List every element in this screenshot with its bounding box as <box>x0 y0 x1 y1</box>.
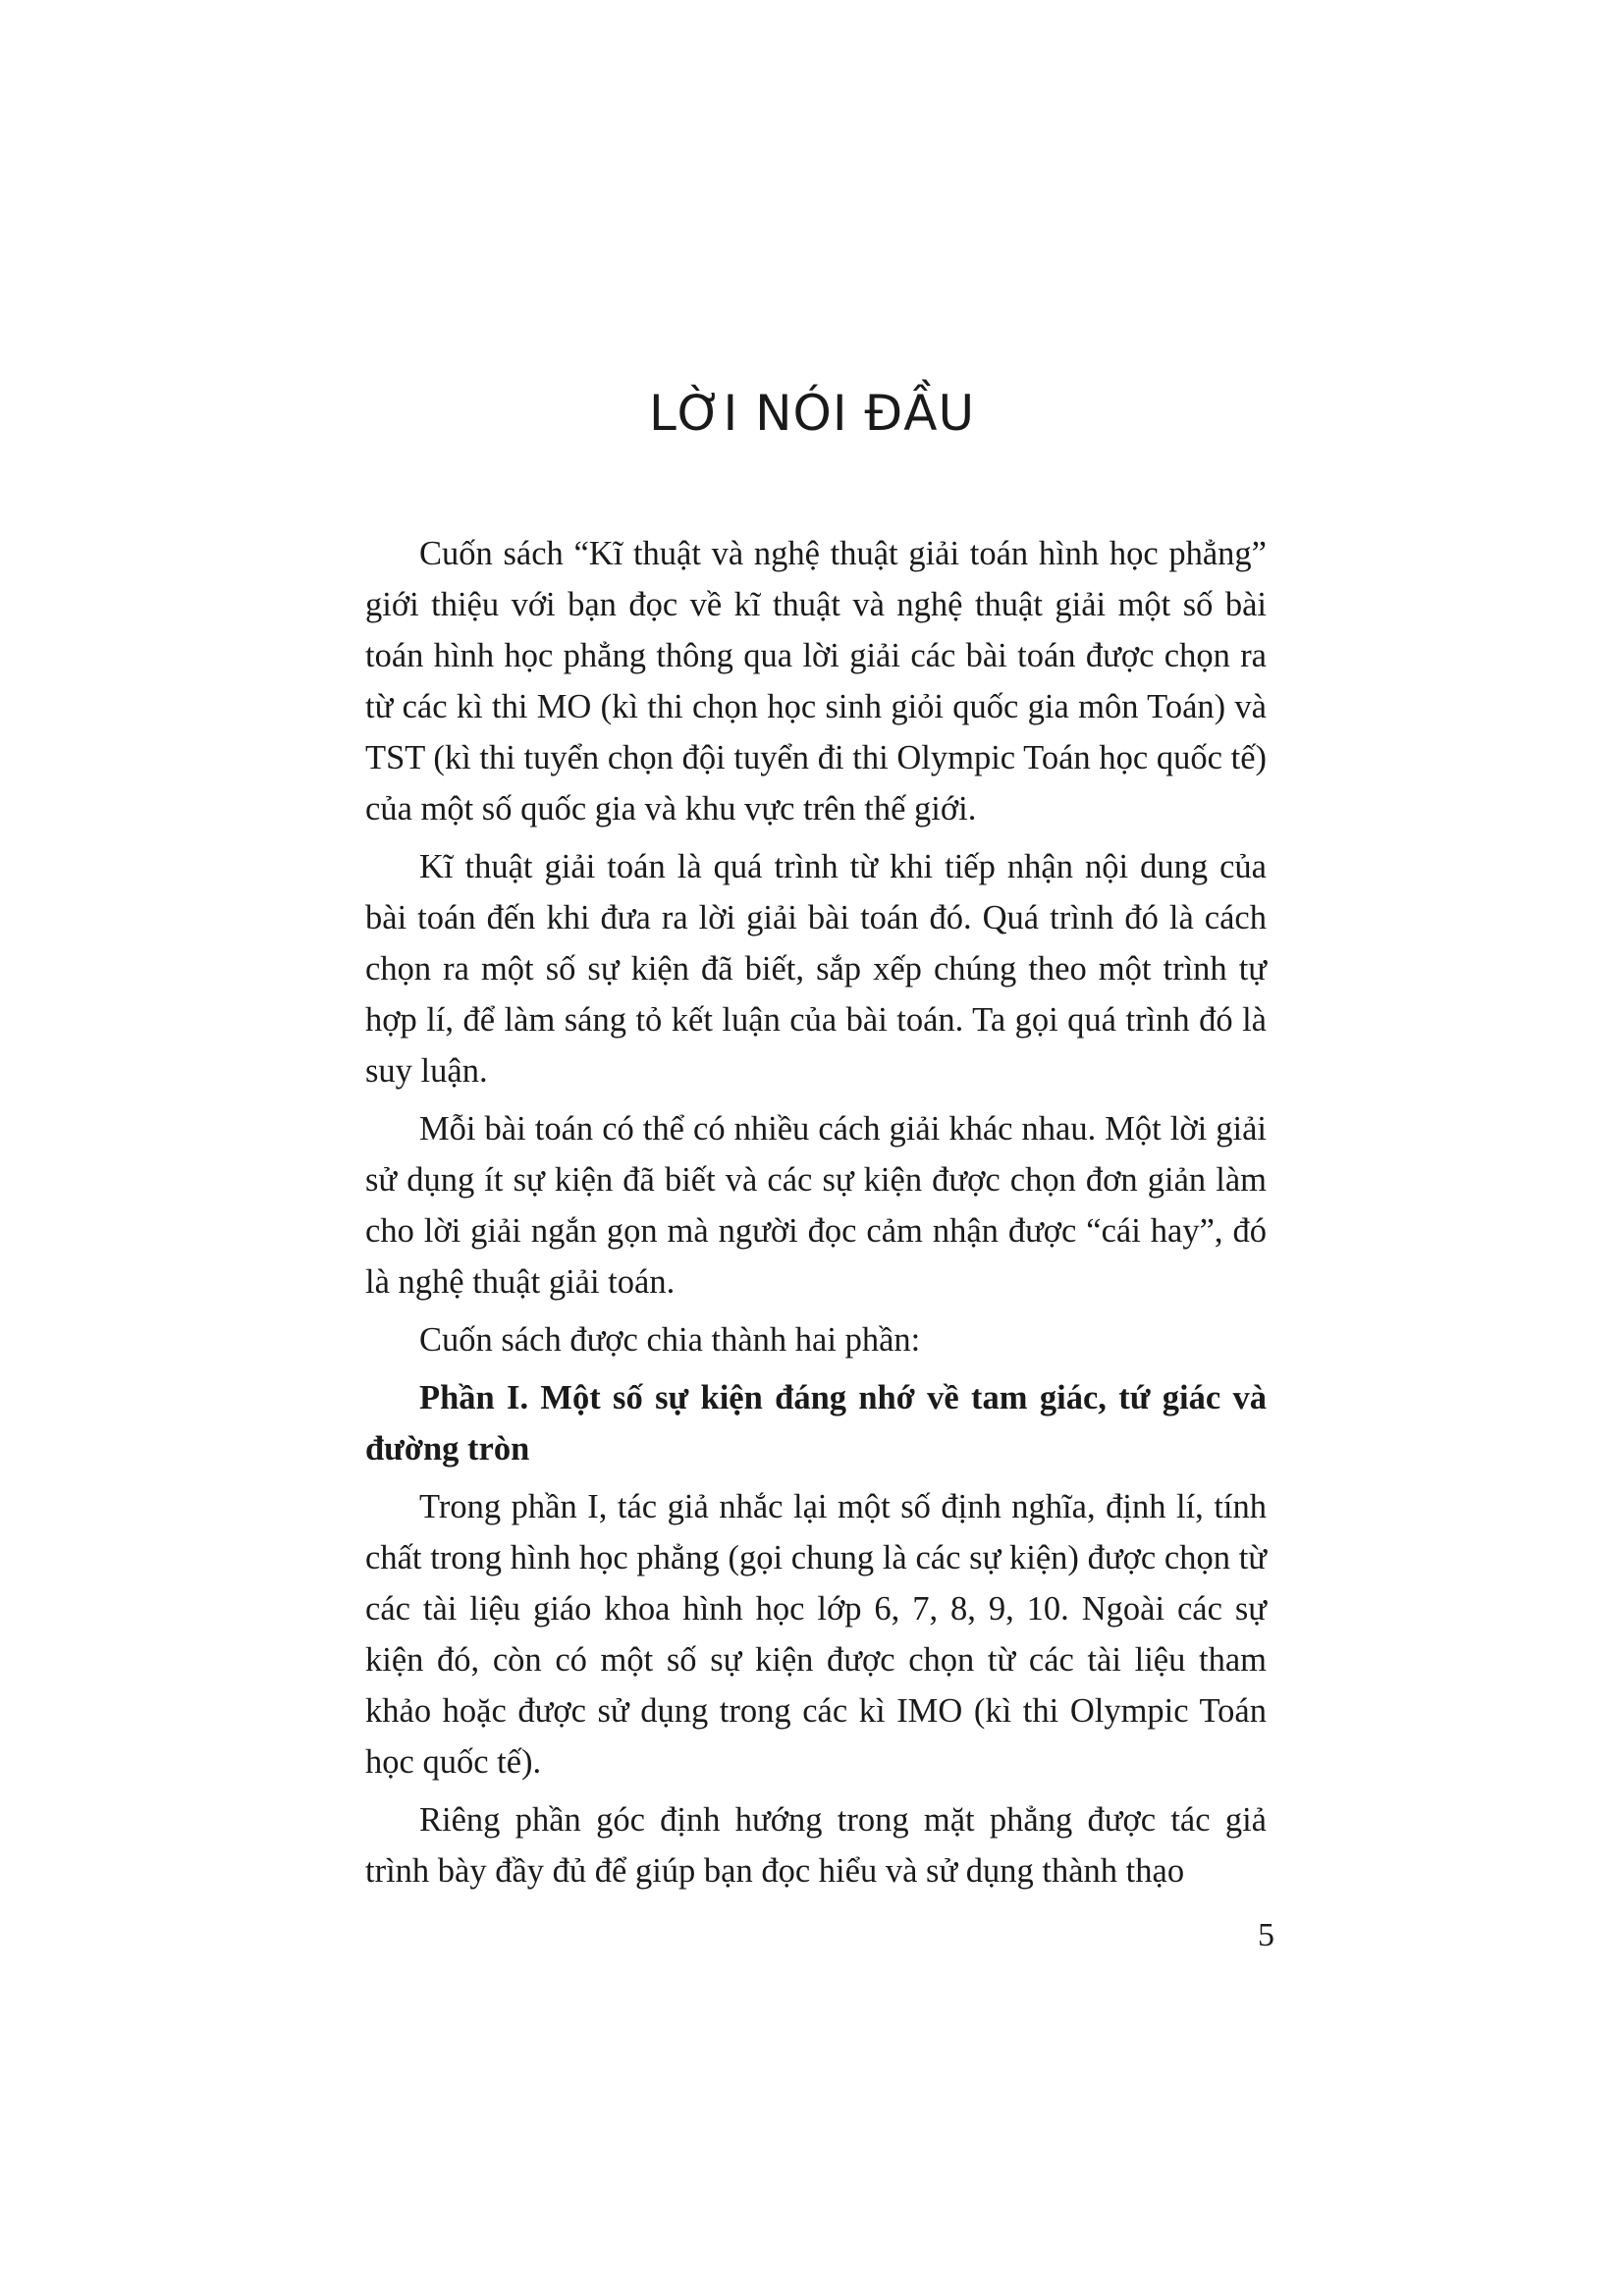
body-text <box>365 528 1267 1903</box>
paragraph-directed-angles: Riêng phần góc định hướng trong mặt phẳng được tác giả trình bày đầy đủ để giúp bạn đọc hiểu và sử dụng thành thạo <box>365 1801 1267 1890</box>
page-number: 5 <box>1258 1917 1274 1953</box>
paragraph-structure: Cuốn sách được chia thành hai phần: <box>419 1321 921 1359</box>
paragraph-technique: Kĩ thuật giải toán là quá trình từ khi tiếp nhận nội dung của bài toán đến khi đưa ra lời giải bài toán đó. Quá trình đó là cách chọn ra một số sự kiện đã biết, sắp xếp chúng theo một trình tự hợp lí, để làm sáng tỏ kết luận của bài toán. Ta gọi quá trình đó là suy luận. <box>365 848 1267 1090</box>
paragraph-intro: Cuốn sách “Kĩ thuật và nghệ thuật giải toán hình học phẳng” giới thiệu với bạn đọc về kĩ thuật và nghệ thuật giải một số bài toán hình học phẳng thông qua lời giải các bài toán được chọn ra từ các kì thi MO (kì thi chọn học sinh giỏi quốc gia môn Toán) và TST (kì thi tuyển chọn đội tuyển đi thi Olympic Toán học quốc tế) của một số quốc gia và khu vực trên thế giới. <box>365 535 1267 828</box>
paragraph-art: Mỗi bài toán có thể có nhiều cách giải khác nhau. Một lời giải sử dụng ít sự kiện đã biết và các sự kiện được chọn đơn giản làm cho lời giải ngắn gọn mà người đọc cảm nhận được “cái hay”, đó là nghệ thuật giải toán. <box>365 1110 1267 1301</box>
section-heading-part-1: Phần I. Một số sự kiện đáng nhớ về tam giác, tứ giác và đường tròn <box>365 1379 1267 1468</box>
page-title: LỜI NÓI ĐẦU <box>648 385 976 442</box>
paragraph-part-1: Trong phần I, tác giả nhắc lại một số định nghĩa, định lí, tính chất trong hình học phẳng (gọi chung là các sự kiện) được chọn từ các tài liệu giáo khoa hình học lớp 6, 7, 8, 9, 10. Ngoài các sự kiện đó, còn có một số sự kiện được chọn từ các tài liệu tham khảo hoặc được sử dụng trong các kì IMO (kì thi Olympic Toán học quốc tế). <box>365 1488 1267 1781</box>
